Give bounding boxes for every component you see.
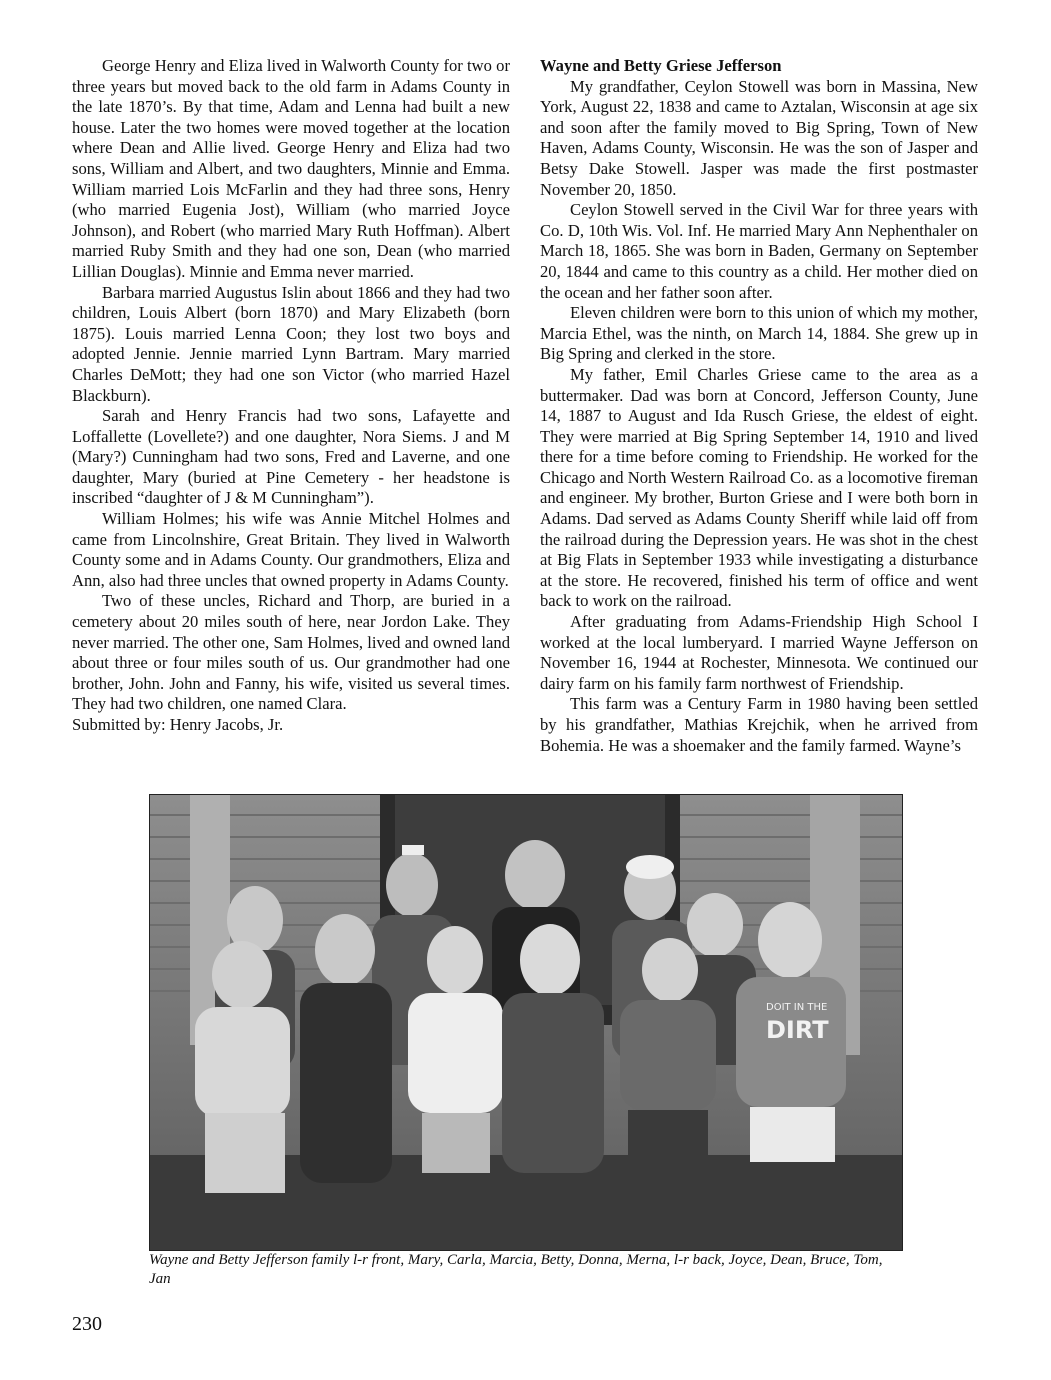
shirt-text-large: DIRT — [766, 1016, 829, 1044]
article-heading: Wayne and Betty Griese Jefferson — [540, 56, 782, 75]
left-column — [72, 56, 510, 736]
page-number: 230 — [72, 1313, 102, 1335]
right-column — [540, 56, 978, 756]
paragraph: Ceylon Stowell served in the Civil War for three years with Co. D, 10th Wis. Vol. Inf. He married Mary Ann Nephenthaler on March 18, 1865. She was born in Baden, Germany on September 20, 1844 and came to this country as a child. Her mother died on the ocean and her father soon after. — [540, 200, 978, 302]
paragraph: Eleven children were born to this union of which my mother, Marcia Ethel, was the ninth, on March 14, 1884. She grew up in Big Spring and clerked in the store. — [540, 303, 978, 364]
family-photo — [149, 794, 903, 1251]
paragraph: This farm was a Century Farm in 1980 having been settled by his grandfather, Mathias Krejchik, when he arrived from Bohemia. He was a shoemaker and the family farmed. Wayne’s — [540, 694, 978, 755]
paragraph: Barbara married Augustus Islin about 1866 and they had two children, Louis Albert (born 1870) and Mary Elizabeth (born 1875). Louis married Lenna Coon; they lost two boys and adopted Jennie. Jennie married Lynn Bartram. Mary married Charles DeMott; they had one son Victor (who married Hazel Blackburn). — [72, 282, 510, 405]
submitted-by: Submitted by: Henry Jacobs, Jr. — [72, 715, 284, 734]
family-photo-illustration — [150, 795, 902, 1250]
paragraph: George Henry and Eliza lived in Walworth County for two or three years but moved back to the old farm in Adams County in the late 1870’s. By that time, Adam and Lenna had built a new house. Later the two homes were moved together at the location where Dean and Allie lived. George Henry and Eliza had two sons, William and Albert, and two daughters, Minnie and Emma. William married Lois McFarlin and they had three sons, Henry (who married Eugenia Jost), William (who married Joyce Johnson), and Robert (who married Mary Ruth Hoffman). Albert married Ruby Smith and they had one son, Dean (who married Lillian Douglas). Minnie and Emma never married. — [72, 56, 510, 281]
paragraph: After graduating from Adams-Friendship High School I worked at the local lumberyard. I married Wayne Jefferson on November 16, 1944 at Rochester, Minnesota. We continued our dairy farm on his family farm northwest of Friendship. — [540, 612, 978, 693]
paragraph: My grandfather, Ceylon Stowell was born in Massina, New York, August 22, 1838 and came to Aztalan, Wisconsin at age six and soon after the family moved to Big Spring, Town of New Haven, Adams County, Wisconsin. He was the son of Jasper and Betsy Dake Stowell. Jasper was made the first postmaster November 20, 1850. — [540, 76, 978, 199]
paragraph: Sarah and Henry Francis had two sons, Lafayette and Loffallette (Lovellete?) and one daughter, Nora Siems. J and M (Mary?) Cunningham had two sons, Fred and Laverne, and one daughter, Mary (buried at Pine Cemetery - her headstone is inscribed “daughter of J & M Cunningham”). — [72, 406, 510, 508]
photo-caption: Wayne and Betty Jefferson family l-r front, Mary, Carla, Marcia, Betty, Donna, Merna, l-r back, Joyce, Dean, Bruce, Tom, Jan — [149, 1252, 883, 1287]
paragraph: Two of these uncles, Richard and Thorp, are buried in a cemetery about 20 miles south of here, near Jordon Lake. They never married. The other one, Sam Holmes, lived and owned land about three or four miles south of us. Our grandmother had one brother, John. John and Fanny, his wife, visited us several times. They had two children, one named Clara. — [72, 591, 510, 714]
paragraph: William Holmes; his wife was Annie Mitchel Holmes and came from Lincolnshire, Great Britain. They lived in Walworth County some and in Adams County. Our grandmothers, Eliza and Ann, also had three uncles that owned property in Adams County. — [72, 509, 510, 590]
paragraph: My father, Emil Charles Griese came to the area as a buttermaker. Dad was born at Concord, Jefferson County, June 14, 1887 to August and Ida Rusch Griese, the eldest of eight. They were married at Big Spring September 14, 1910 and lived there for a time before coming to Friendship. He worked for the Chicago and North Western Railroad Co. as a locomotive fireman and engineer. My brother, Burton Griese and I were both born in Adams. Dad served as Adams County Sheriff while laid off from the railroad during the Depression years. He was shot in the chest at Big Flats in September 1933 while investigating a disturbance at the store. He recovered, finished his term of office and went back to work on the railroad. — [540, 364, 978, 611]
shirt-text-small: DOIT IN THE — [766, 1002, 828, 1013]
